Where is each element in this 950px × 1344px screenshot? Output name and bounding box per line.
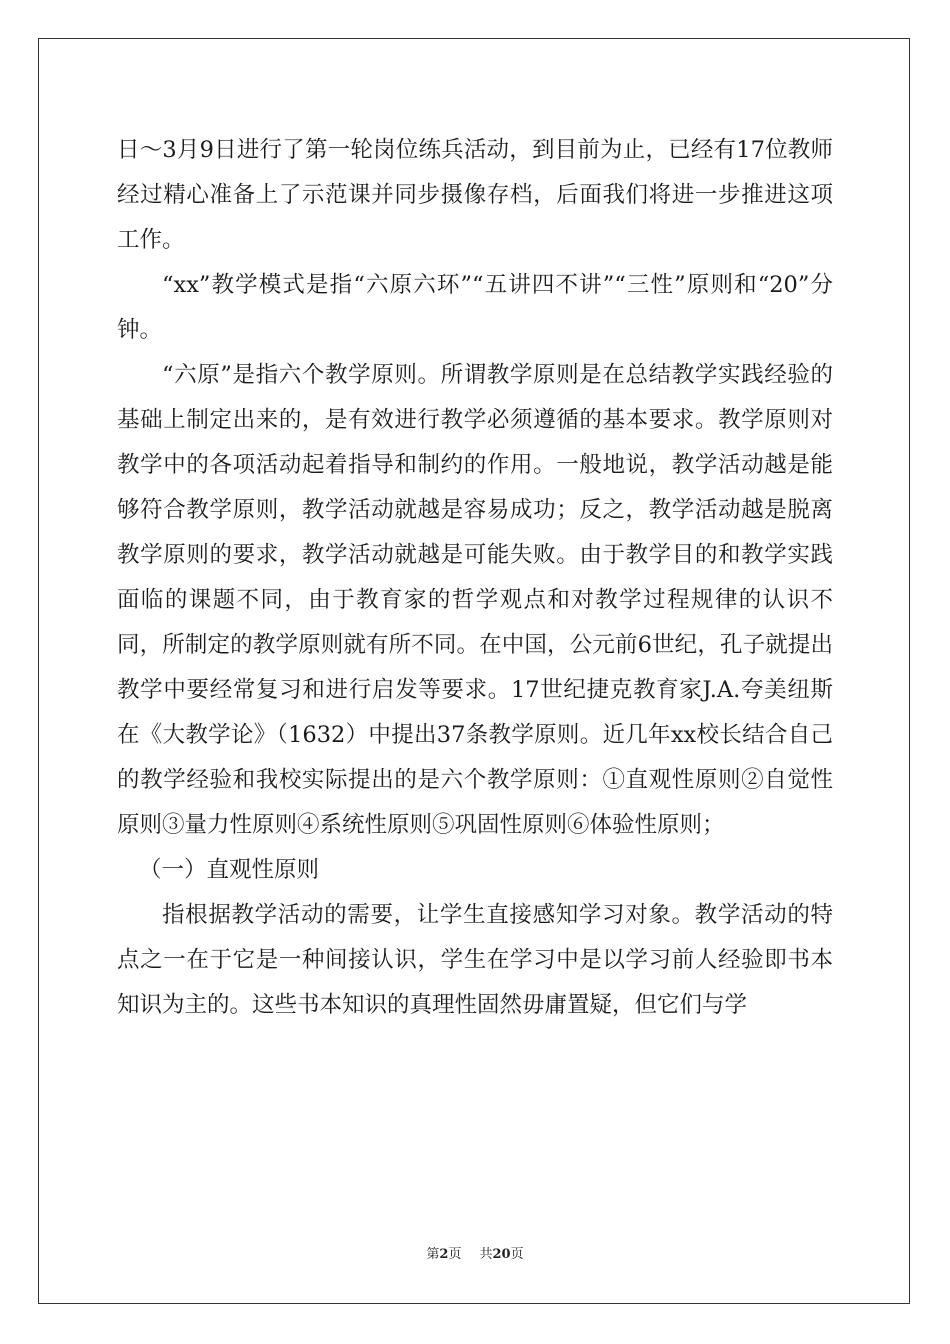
paragraph-2: “xx”教学模式是指“六原六环”“五讲四不讲”“三性”原则和“20”分钟。 [117,272,833,343]
footer-page-prefix: 第 [426,1247,440,1262]
paragraph-3: “六原”是指六个教学原则。所谓教学原则是在总结教学实践经验的基础上制定出来的，是有效进行教学必须遵循的基本要求。教学原则对教学中的各项活动起着指导和制约的作用。一般地说，教学活动越是能够符合教学原则，教学活动就越是容易成功；反之，教学活动越是脱离教学原则的要求，教学活动就越是可能失败。由于教学目的和教学实践面临的课题不同，由于教育家的哲学观点和对教学过程规律的认识不同，所制定的教学原则就有所不同。在中国，公元前6世纪，孔子就提出教学中要经常复习和进行启发等要求。17世纪捷克教育家J.A.夸美纽斯在《大教学论》（1632）中提出37条教学原则。近几年xx校长结合自己的教学经验和我校实际提出的是六个教学原则：①直观性原则②自觉性原则③量力性原则④系统性原则⑤巩固性原则⑥体验性原则； [117,362,833,838]
footer-total-prefix: 共 [479,1247,493,1262]
section-heading: （一）直观性原则 [139,857,320,883]
paragraph-1: 日～3月9日进行了第一轮岗位练兵活动，到目前为止，已经有17位教师经过精心准备上了示范课并同步摄像存档，后面我们将进一步推进这项工作。 [117,137,833,253]
paragraph-5: 指根据教学活动的需要，让学生直接感知学习对象。教学活动的特点之一在于它是一种间接认识，学生在学习中是以学习前人经验即书本知识为主的。这些书本知识的真理性固然毋庸置疑，但它们与学 [117,902,833,1018]
document-body [117,128,833,1028]
footer-total-pages: 20 [492,1247,511,1262]
footer-page-suffix: 页 [448,1247,462,1262]
footer-total-suffix: 页 [510,1247,524,1262]
page-footer [0,1245,950,1265]
footer-page-number: 2 [439,1247,449,1262]
